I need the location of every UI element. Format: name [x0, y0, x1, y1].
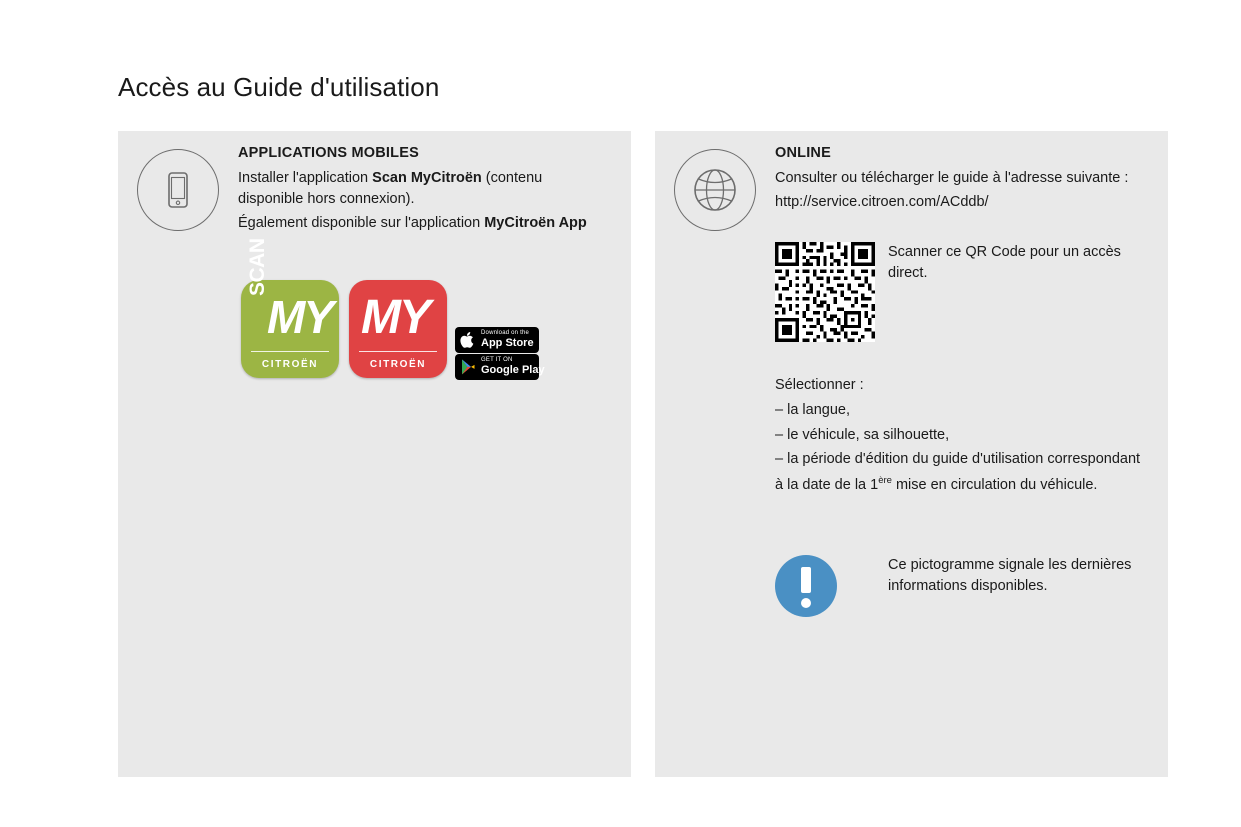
- scan-mycitroen-app-icon[interactable]: [241, 238, 339, 378]
- select-intro-text: Sélectionner :: [775, 377, 864, 393]
- page-title: Accès au Guide d'utilisation: [118, 72, 440, 102]
- google-play-big-label: Google Play: [481, 364, 545, 376]
- google-play-small-label: GET IT ON: [481, 357, 513, 363]
- qr-code-caption: Scanner ce QR Code pour un accès direct.: [888, 244, 1121, 281]
- my-word: MY: [361, 291, 429, 344]
- pictogram-caption: Ce pictogramme signale les dernières informations disponibles.: [888, 557, 1132, 594]
- google-play-badge[interactable]: [455, 354, 545, 380]
- apple-logo-icon: [460, 331, 476, 354]
- app-store-badge[interactable]: [455, 327, 539, 353]
- tile-separator: [251, 351, 329, 352]
- exclamation-dot: [801, 598, 811, 608]
- install-text-suffix: (contenu disponible hors connexion).: [238, 170, 543, 207]
- scan-mycitroen-name: Scan MyCitroën: [372, 170, 482, 186]
- smartphone-icon: [137, 149, 219, 231]
- mobile-apps-paragraph-2: [238, 213, 638, 234]
- scan-brand-word: CITROËN: [261, 359, 319, 370]
- my-brand-word: CITROËN: [369, 359, 427, 370]
- online-heading: ONLINE: [775, 145, 831, 161]
- select-bullet-language: – la langue,: [775, 402, 850, 418]
- google-play-logo-icon: [460, 358, 476, 381]
- online-paragraph: Consulter ou télécharger le guide à l'adresse suivante :: [775, 170, 1129, 186]
- edition-text-main: – la période d'édition du guide d'utilisation correspondant à la date de la 1: [775, 451, 1141, 493]
- scan-word: SCAN: [246, 238, 269, 296]
- tile-separator: [359, 351, 437, 352]
- guide-url[interactable]: http://service.citroen.com/ACddb/: [775, 194, 989, 210]
- edition-text-tail: mise en circulation du véhicule.: [891, 476, 1098, 493]
- mobile-apps-heading: APPLICATIONS MOBILES: [238, 145, 419, 161]
- edition-ordinal-suffix: ère: [878, 475, 892, 486]
- select-bullet-vehicle: – le véhicule, sa silhouette,: [775, 427, 950, 443]
- also-available-prefix: Également disponible sur l'application: [238, 215, 485, 231]
- scan-my-word: MY: [267, 291, 332, 343]
- qr-code[interactable]: [775, 242, 875, 342]
- install-text-prefix: Installer l'application: [238, 170, 373, 186]
- information-pictogram-icon: [775, 555, 837, 617]
- exclamation-bar: [801, 567, 811, 593]
- select-bullet-edition: [775, 449, 1145, 496]
- app-store-big-label: App Store: [481, 337, 534, 349]
- app-store-small-label: Download on the: [481, 330, 530, 336]
- mycitroen-app-name: MyCitroën App: [484, 215, 587, 231]
- globe-icon: [674, 149, 756, 231]
- mobile-apps-paragraph-1: [238, 168, 578, 210]
- mycitroen-app-icon[interactable]: [349, 280, 447, 378]
